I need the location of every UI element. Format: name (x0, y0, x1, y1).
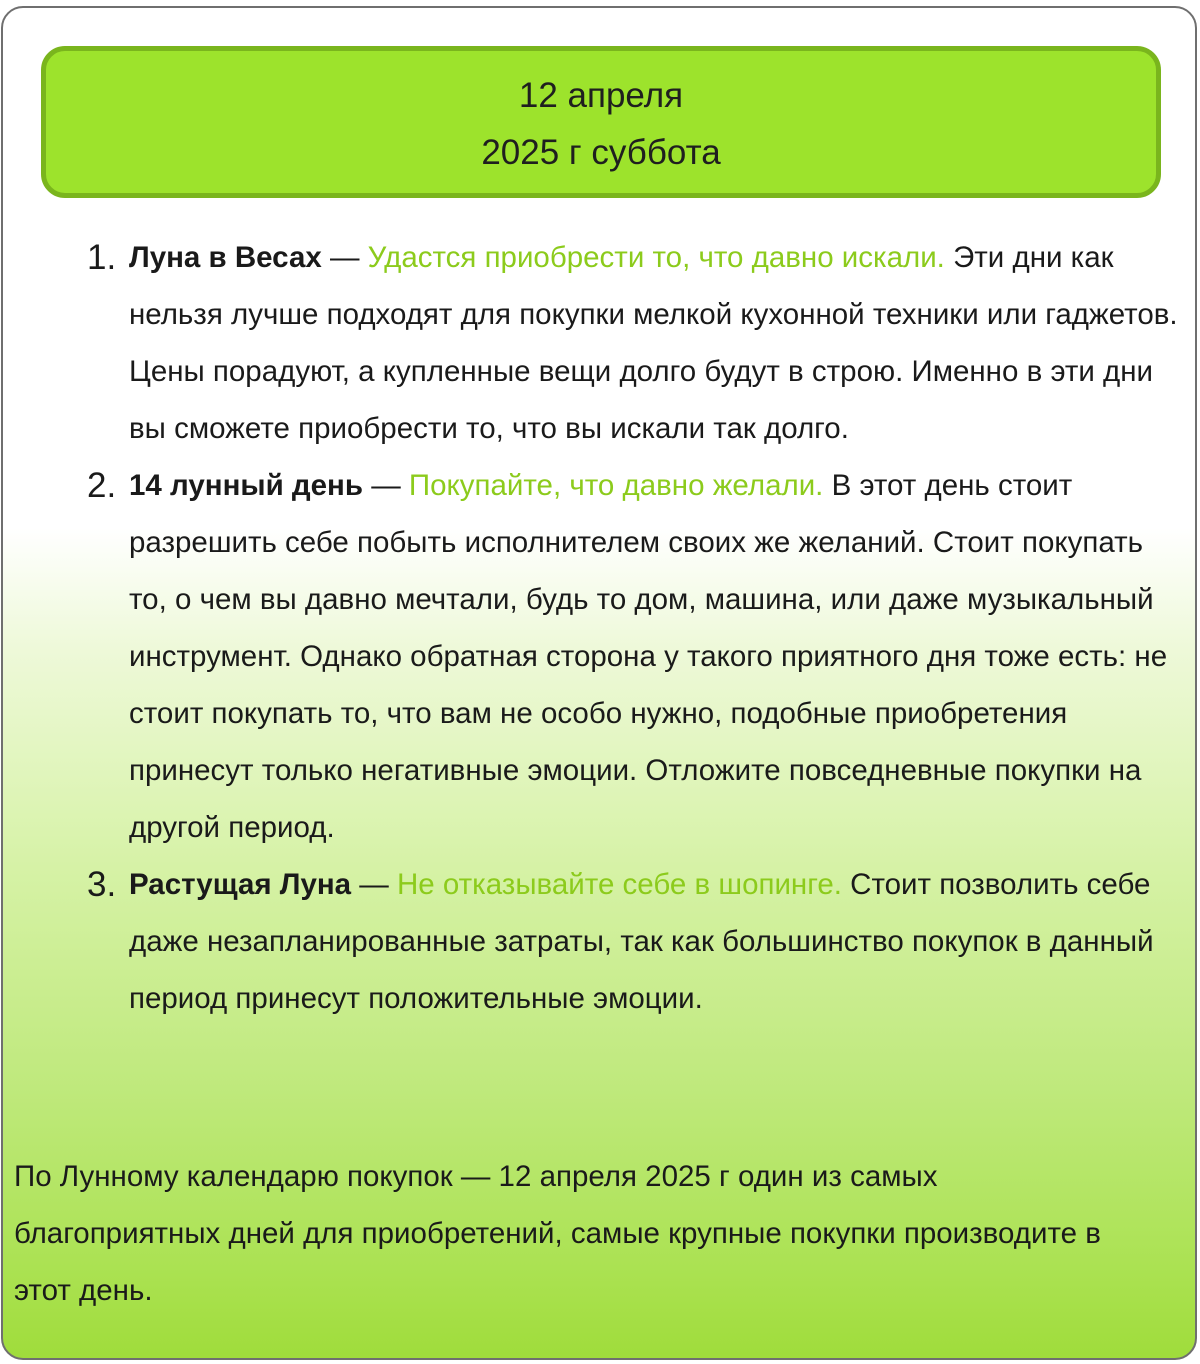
content-card (1, 6, 1197, 1360)
list-item (3, 457, 1193, 856)
item-highlight: Не отказывайте себе в шопинге. (397, 868, 842, 901)
item-highlight: Покупайте, что давно желали. (408, 469, 824, 502)
item-term: 14 лунный день (129, 469, 364, 502)
item-term: Луна в Весах (129, 241, 322, 274)
item-number: 1. (87, 238, 117, 277)
item-highlight: Удастся приобрести то, что давно искали. (367, 241, 945, 274)
list-item (3, 856, 1193, 1027)
header-date: 12 апреля (518, 76, 684, 115)
recommendations-list (3, 229, 1193, 1027)
item-text: Эти дни как нельзя лучше подходят для покупки мелкой кухонной техники или гаджетов. Цены порадуют, а купленные вещи долго будут в строю. Именно в эти дни вы сможете приобрести то, что вы искали так долго. (129, 241, 1178, 445)
summary-paragraph: По Лунному календарю покупок — 12 апреля 2025 г один из самых благоприятных дней для приобретений, самые крупные покупки производите в этот день. (14, 1160, 1101, 1307)
item-dash: — (321, 241, 368, 274)
item-number: 3. (87, 865, 117, 904)
item-text: В этот день стоит разрешить себе побыть исполнителем своих же желаний. Стоит покупать то, о чем вы давно мечтали, будь то дом, машина, или даже музыкальный инструмент. Однако обратная сторона у такого приятного дня тоже есть: не стоит покупать то, что вам не особо нужно, подобные приобретения принесут только негативные эмоции. Отложите повседневные покупки на другой период. (129, 469, 1168, 844)
item-dash: — (351, 868, 397, 901)
item-term: Растущая Луна (129, 868, 352, 901)
item-number: 2. (87, 466, 117, 505)
date-header (41, 46, 1161, 198)
header-year-weekday: 2025 г суббота (481, 133, 721, 172)
list-item (3, 229, 1193, 457)
item-dash: — (363, 469, 409, 502)
item-text: Стоит позволить себе даже незапланированные затраты, так как большинство покупок в данный период принесут положительные эмоции. (129, 868, 1154, 1015)
